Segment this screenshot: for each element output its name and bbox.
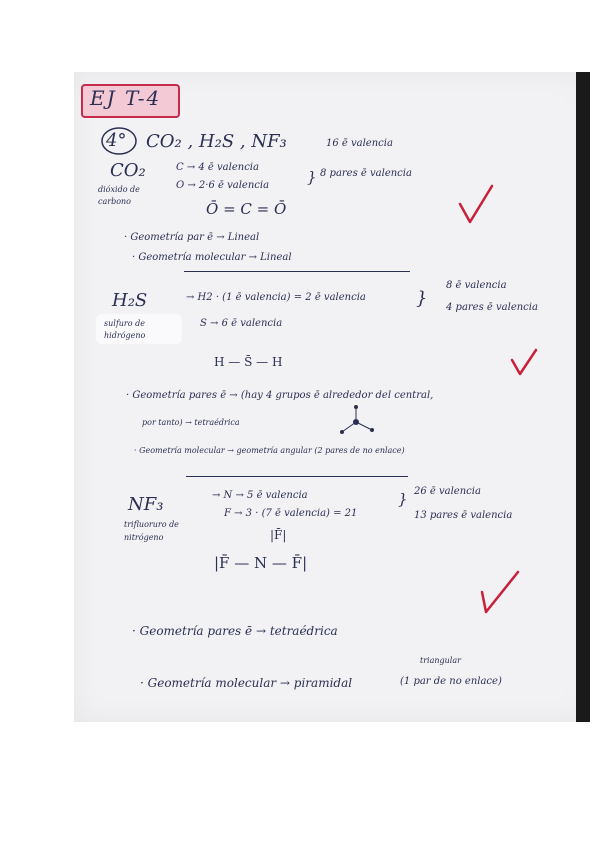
tetrahedron-icon (336, 402, 380, 442)
h2s-hydrogen: → H2 · (1 ē valencia) = 2 ē valencia (186, 292, 366, 303)
nf3-geom-mol: · Geometría molecular → piramidal (140, 676, 353, 690)
h2s-valence: 8 ē valencia (446, 280, 507, 291)
photo-edge (576, 72, 590, 722)
nf3-geom-mol-note: triangular (420, 656, 461, 665)
h2s-geom-pairs: · Geometría pares ē → (hay 4 grupos ē alrededor del central, (126, 390, 434, 401)
nf3-brace: } (398, 490, 408, 508)
nf3-lewis-top: |F̄| (270, 528, 287, 542)
nf3-lewis-main: |F̄ — N — F̄| (214, 554, 308, 572)
h2s-name: sulfuro de hidrógeno (104, 319, 146, 340)
h2s-lewis: H — S̄ — H (214, 355, 283, 369)
co2-oxygen: O → 2·6 ē valencia (176, 180, 270, 191)
co2-name: dióxido de carbono (98, 185, 140, 206)
h2s-sulfur: S → 6 ē valencia (200, 318, 283, 329)
exercise-number-circle (100, 126, 138, 156)
checkmark-icon (456, 182, 496, 228)
co2-pairs: 8 pares ē valencia (320, 168, 412, 179)
nf3-nitrogen: → N → 5 ē valencia (212, 490, 308, 501)
exercise-number: 4° (106, 130, 127, 151)
nf3-geom-mol-paren: (1 par de no enlace) (400, 676, 502, 687)
page-title: EJ T-4 (90, 86, 162, 110)
nf3-fluorine: F → 3 · (7 ē valencia) = 21 (224, 508, 358, 519)
nf3-pairs: 13 pares ē valencia (414, 510, 513, 521)
nf3-name: trifluoruro de nitrógeno (124, 520, 179, 542)
formula-line: CO₂ , H₂S , NF₃ (146, 131, 287, 152)
nf3-geom-pairs: · Geometría pares ē → tetraédrica (132, 624, 338, 638)
h2s-geom-mol: · Geometría molecular → geometría angular (2 pares de no enlace) (134, 446, 405, 455)
checkmark-icon (508, 346, 540, 378)
co2-formula: CO₂ (110, 160, 146, 181)
nf3-valence: 26 ē valencia (414, 486, 481, 497)
co2-geom-mol: · Geometría molecular → Lineal (132, 252, 292, 263)
co2-lewis: Ō = C = Ō (206, 200, 287, 218)
h2s-geom-pairs-2: por tanto) → tetraédrica (142, 418, 240, 427)
h2s-pairs: 4 pares ē valencia (446, 302, 538, 313)
section-divider (184, 271, 410, 272)
co2-geom-pairs: · Geometría par ē → Lineal (124, 232, 260, 243)
h2s-formula: H₂S (112, 290, 148, 311)
h2s-brace: } (416, 288, 428, 309)
total-valence: 16 ē valencia (326, 138, 393, 149)
checkmark-icon (476, 566, 522, 616)
co2-carbon: C → 4 ē valencia (176, 162, 259, 173)
section-divider (186, 476, 408, 477)
co2-brace: } (307, 168, 317, 186)
nf3-formula: NF₃ (128, 494, 164, 515)
